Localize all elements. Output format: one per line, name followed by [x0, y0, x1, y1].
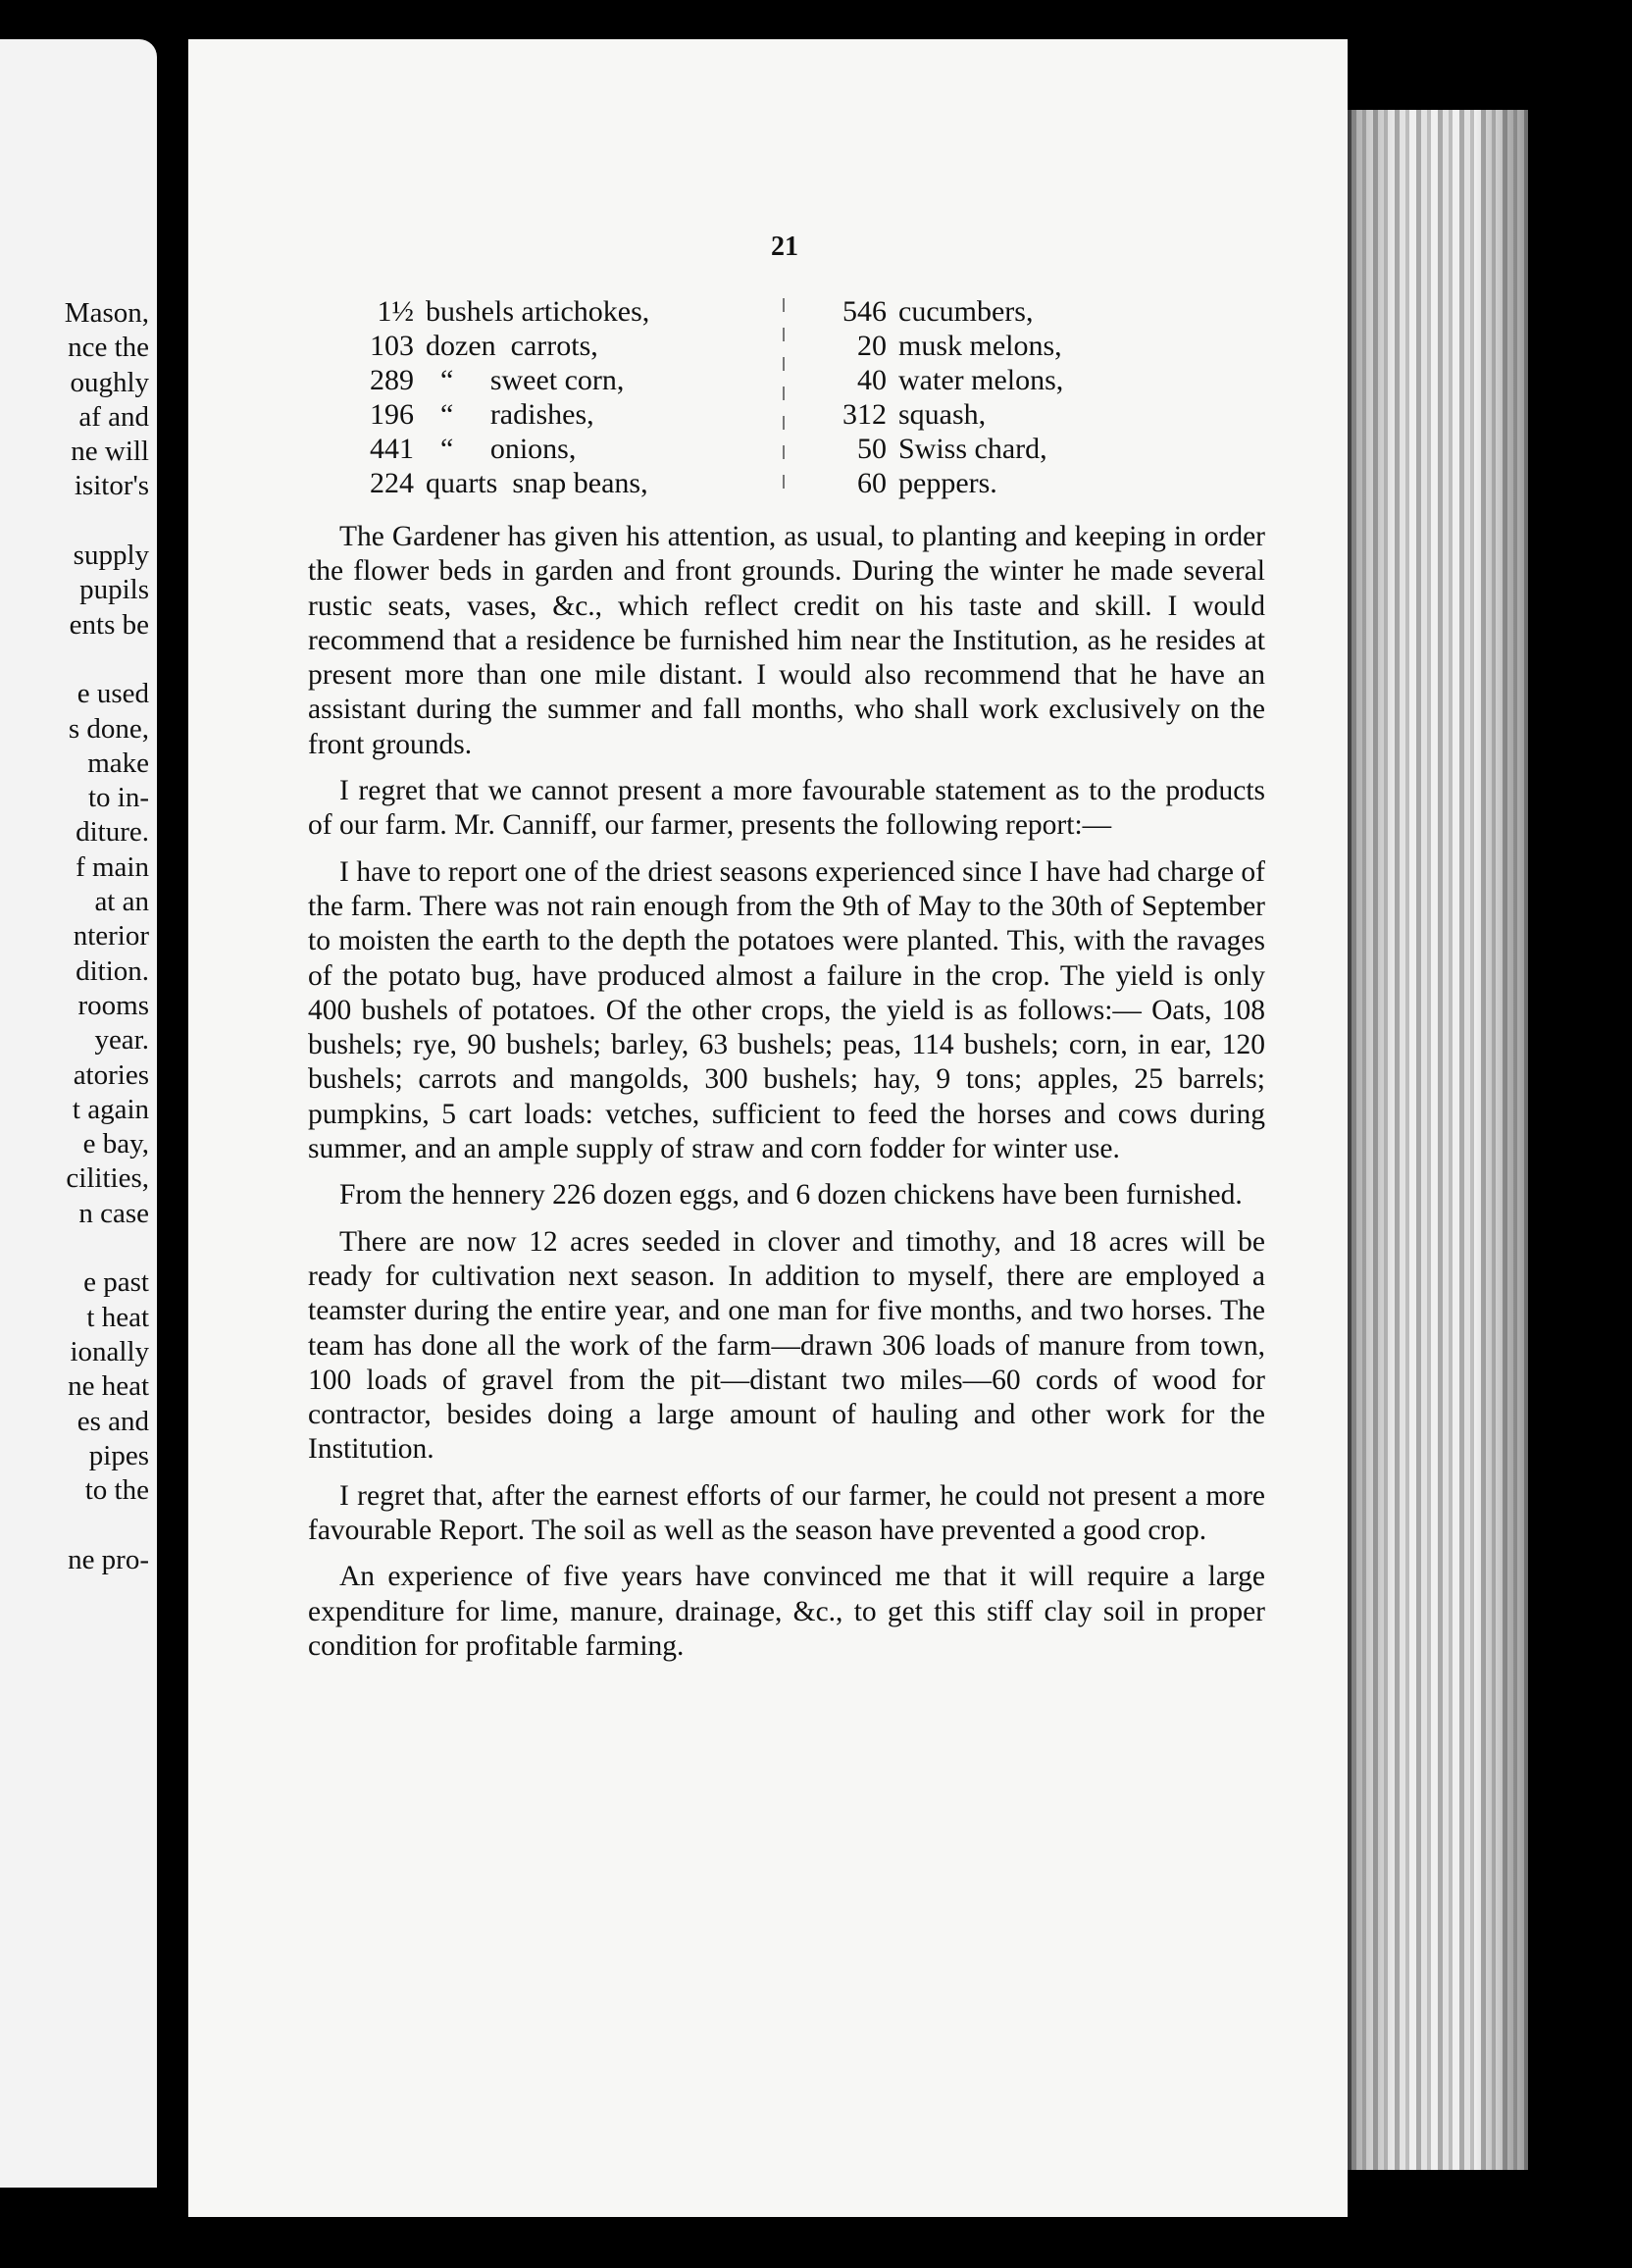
list-divider	[783, 298, 785, 490]
left-page-line: ne pro-	[68, 1543, 149, 1575]
left-page-line	[65, 643, 149, 677]
paragraph-farm-intro: I regret that we cannot present a more favourable statement as to the products of our farm. Mr. Canniff, our farmer, presents the following report:—	[308, 775, 1265, 842]
body-text	[308, 520, 1265, 1675]
left-page-line: diture.	[76, 816, 149, 849]
produce-quantity: 196	[370, 398, 414, 431]
produce-row	[824, 432, 1063, 466]
produce-quantity: 546	[842, 295, 887, 328]
produce-row	[824, 397, 1063, 432]
left-page-line: rooms	[77, 989, 149, 1021]
left-page-line: ne will	[71, 436, 149, 468]
paragraph-gardener: The Gardener has given his attention, as usual, to planting and keeping in order the flower beds in garden and front grounds. During the winter he made several rustic seats, vases, &c., which reflect credit on his taste and skill. I would recommend that a residence be furnished him near the Institution, as he resides at present more than one mile distant. I would also recommend that he have an assistant during the summer and fall months, who shall work exclusively on the front grounds.	[308, 521, 1265, 760]
produce-item: water melons,	[898, 364, 1064, 396]
produce-item: squash,	[898, 398, 987, 431]
left-page-line: pupils	[79, 574, 149, 606]
left-page-fragment	[0, 39, 157, 2188]
left-page-line: e bay,	[82, 1128, 149, 1160]
left-page-text	[65, 296, 149, 1577]
left-page-line: oughly	[70, 366, 149, 398]
produce-list-right	[824, 294, 1063, 500]
produce-quantity: 60	[857, 467, 887, 499]
produce-row	[343, 432, 649, 466]
left-page-line: to the	[84, 1474, 149, 1507]
left-page-line: to in-	[87, 782, 149, 814]
produce-item: “ sweet corn,	[426, 364, 625, 396]
paragraph-farm-report: I have to report one of the driest seasons experienced since I have had charge of the farm. There was not rain enough from the 9th of May to the 30th of September to moisten the earth to the depth the potatoes were planted. This, with the ravages of the potato bug, have produced almost a failure in the crop. The yield is only 400 bushels of potatoes. Of the other crops, the yield is as follows:— Oats, 108 bushels; rye, 90 bushels; barley, 63 bushels; peas, 114 bushels; corn, in ear, 120 bushels; carrots and mangolds, 300 bushels; hay, 9 tons; apples, 25 barrels; pumpkins, 5 cart loads: vetches, sufficient to feed the horses and cows during summer, and an ample supply of straw and corn fodder for winter use.	[308, 855, 1265, 1165]
produce-list-left	[343, 294, 649, 500]
paragraph-acres: There are now 12 acres seeded in clover and timothy, and 18 acres will be ready for cultivation next season. In addition to myself, there are employed a teamster during the entire year, and one man for five months, and two horses. The team has done all the work of the farm—drawn 306 loads of manure from town, 100 loads of gravel from the pit—distant two miles—60 cords of wood for contractor, besides doing a large amount of hauling and other work for the Institution.	[308, 1225, 1265, 1466]
left-page-line	[65, 504, 149, 539]
produce-row	[343, 466, 649, 500]
left-page-line: at an	[94, 886, 149, 918]
left-page-line	[65, 1231, 149, 1265]
left-page-line	[65, 1508, 149, 1542]
produce-item: cucumbers,	[898, 295, 1034, 328]
produce-quantity: 50	[857, 433, 887, 465]
produce-quantity: 1½	[377, 295, 414, 328]
paragraph-regret: I regret that, after the earnest efforts of our farmer, he could not present a more favourable Report. The soil as well as the season have prevented a good crop.	[308, 1479, 1265, 1547]
left-page-line: n case	[78, 1197, 149, 1229]
left-page-line: nce the	[68, 332, 149, 364]
left-page-line: ents be	[69, 608, 149, 641]
left-page-line: e used	[76, 678, 149, 710]
left-page-line: t again	[72, 1093, 149, 1125]
produce-quantity: 441	[370, 433, 414, 465]
left-page-line: f main	[76, 850, 149, 883]
left-page-line: es and	[76, 1405, 149, 1437]
left-page-line: Mason,	[64, 297, 149, 329]
left-page-line: dition.	[76, 954, 149, 987]
left-page-line: year.	[94, 1024, 149, 1057]
left-page-line: s done,	[68, 712, 149, 745]
left-page-line: nterior	[73, 920, 149, 953]
produce-item: quarts snap beans,	[426, 467, 648, 499]
produce-item: Swiss chard,	[898, 433, 1047, 465]
produce-row	[824, 466, 1063, 500]
produce-row	[824, 294, 1063, 329]
page-edges-shade	[1348, 110, 1528, 2170]
produce-quantity: 312	[842, 398, 887, 431]
produce-row	[343, 363, 649, 397]
paragraph-hennery: From the hennery 226 dozen eggs, and 6 dozen chickens have been furnished.	[339, 1179, 1243, 1211]
produce-row	[343, 329, 649, 363]
left-page-line: make	[87, 747, 149, 779]
produce-item: “ radishes,	[426, 398, 594, 431]
left-page-line: pipes	[88, 1439, 149, 1471]
produce-row	[343, 397, 649, 432]
produce-item: peppers.	[898, 467, 997, 499]
left-page-line: isitor's	[74, 470, 149, 502]
left-page-line: e past	[83, 1266, 149, 1299]
left-page-line: ionally	[70, 1335, 149, 1367]
left-page-line: ne heat	[68, 1370, 149, 1403]
produce-row	[824, 329, 1063, 363]
left-page-line: af and	[78, 400, 149, 433]
produce-item: dozen carrots,	[426, 330, 598, 362]
paragraph-experience: An experience of five years have convinced me that it will require a large expenditure for lime, manure, drainage, &c., to get this stiff clay soil in proper condition for profitable farming.	[308, 1561, 1265, 1662]
produce-quantity: 289	[370, 364, 414, 396]
produce-item: “ onions,	[426, 433, 577, 465]
produce-quantity: 103	[370, 330, 414, 362]
produce-item: musk melons,	[898, 330, 1062, 362]
left-page-line: cilities,	[66, 1162, 149, 1195]
left-page-line: t heat	[86, 1301, 149, 1333]
produce-row	[343, 294, 649, 329]
produce-item: bushels artichokes,	[426, 295, 650, 328]
left-page-line: supply	[73, 540, 149, 572]
produce-quantity: 224	[370, 467, 414, 499]
produce-row	[824, 363, 1063, 397]
book-spine	[157, 0, 188, 2268]
left-page-line: atories	[73, 1058, 149, 1091]
page-number: 21	[771, 232, 798, 262]
produce-quantity: 20	[857, 330, 887, 362]
produce-quantity: 40	[857, 364, 887, 396]
